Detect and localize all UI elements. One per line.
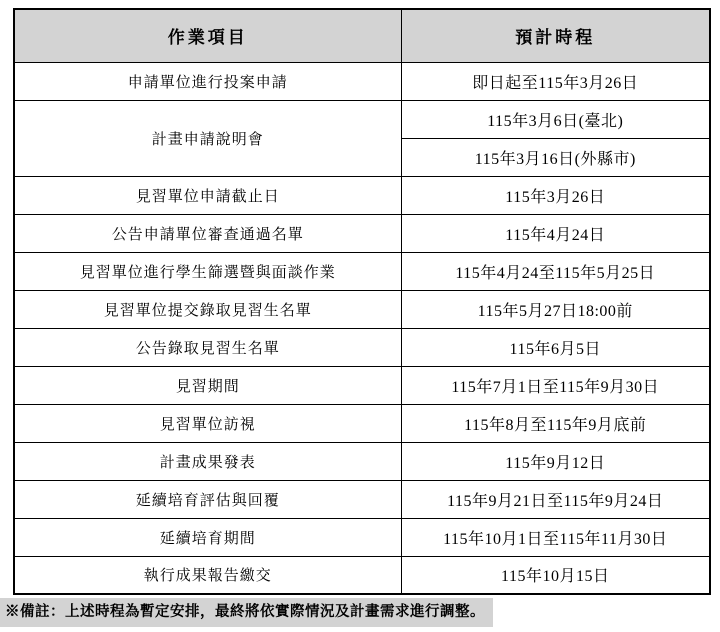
schedule-table [13, 8, 711, 595]
item-cell: 申請單位進行投案申請 [14, 62, 401, 100]
schedule-cell: 115年8月至115年9月底前 [401, 404, 710, 442]
item-cell: 見習單位進行學生篩選暨與面談作業 [14, 252, 401, 290]
item-cell: 延續培育期間 [14, 518, 401, 556]
item-cell: 計畫成果發表 [14, 442, 401, 480]
schedule-cell: 即日起至115年3月26日 [401, 62, 710, 100]
table-row [14, 404, 710, 442]
item-cell: 見習期間 [14, 366, 401, 404]
schedule-cell: 115年9月12日 [401, 442, 710, 480]
schedule-cell: 115年7月1日至115年9月30日 [401, 366, 710, 404]
schedule-cell: 115年6月5日 [401, 328, 710, 366]
item-cell: 計畫申請說明會 [14, 100, 401, 176]
footnote: ※備註：上述時程為暫定安排，最終將依實際情況及計畫需求進行調整。 [0, 598, 493, 627]
table-row [14, 366, 710, 404]
table-row [14, 214, 710, 252]
table-row [14, 176, 710, 214]
schedule-cell: 115年10月1日至115年11月30日 [401, 518, 710, 556]
schedule-cell: 115年3月16日(外縣市) [401, 138, 710, 176]
item-cell: 見習單位訪視 [14, 404, 401, 442]
table-row [14, 556, 710, 594]
item-cell: 公告申請單位審查通過名單 [14, 214, 401, 252]
table-row [14, 100, 710, 138]
table-row [14, 442, 710, 480]
schedule-cell: 115年10月15日 [401, 556, 710, 594]
item-cell: 見習單位提交錄取見習生名單 [14, 290, 401, 328]
item-cell: 見習單位申請截止日 [14, 176, 401, 214]
schedule-cell: 115年5月27日18:00前 [401, 290, 710, 328]
schedule-cell: 115年4月24日 [401, 214, 710, 252]
item-cell: 延續培育評估與回覆 [14, 480, 401, 518]
schedule-cell: 115年4月24至115年5月25日 [401, 252, 710, 290]
table-row [14, 518, 710, 556]
table-row [14, 290, 710, 328]
schedule-cell: 115年9月21日至115年9月24日 [401, 480, 710, 518]
column-header-schedule: 預計時程 [401, 9, 710, 62]
table-row [14, 252, 710, 290]
item-cell: 執行成果報告繳交 [14, 556, 401, 594]
schedule-cell: 115年3月26日 [401, 176, 710, 214]
table-row [14, 480, 710, 518]
column-header-item: 作業項目 [14, 9, 401, 62]
table-row [14, 62, 710, 100]
table-row [14, 328, 710, 366]
table-header-row [14, 9, 710, 62]
item-cell: 公告錄取見習生名單 [14, 328, 401, 366]
schedule-cell: 115年3月6日(臺北) [401, 100, 710, 138]
